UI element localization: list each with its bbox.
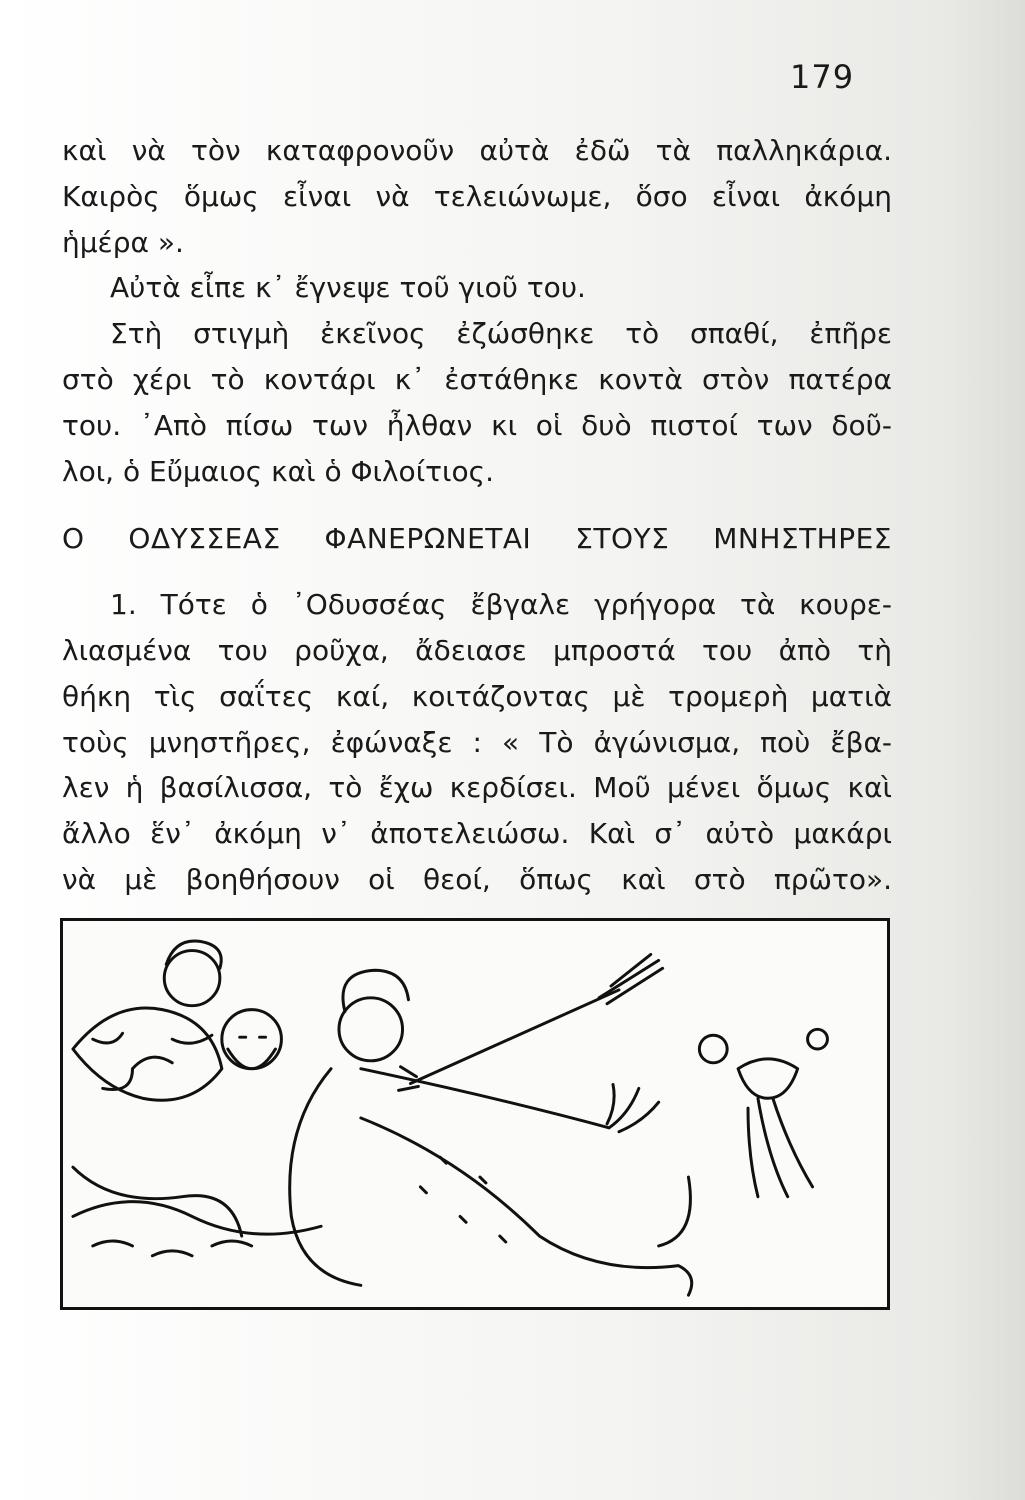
cup-drawing <box>699 1029 827 1196</box>
arrow-drawing <box>399 954 663 1090</box>
text-line: 1. Τότε ὁ ᾿Οδυσσέας ἔβγαλε γρήγορα τὰ κουρε- <box>110 588 892 622</box>
cushion-drawing <box>73 1202 321 1256</box>
text-line: καὶ νὰ τὸν καταφρονοῦν αὐτὰ ἐδῶ τὰ παλληκάρια. <box>62 134 892 167</box>
text-line: Καιρὸς ὅμως εἶναι νὰ τελειώνωμε, ὅσο εἶναι ἀκόμη <box>62 179 892 213</box>
text-line: λιασμένα του ροῦχα, ἄδειασε μπροστά του ἀπὸ τὴ <box>62 633 892 667</box>
text-line: ἄλλο ἕν᾿ ἀκόμη ν᾿ ἀποτελειώσω. Καὶ σ᾿ αὐτὸ μακάρι <box>62 817 892 851</box>
illustration <box>60 918 890 1310</box>
text-line: ἡμέρα ». <box>62 225 184 259</box>
figure-bearded <box>222 1010 282 1069</box>
text-line: του. ᾿Απὸ πίσω των ἦλθαν κι οἱ δυὸ πιστοί των δοῦ- <box>62 408 892 442</box>
text-line: νὰ μὲ βοηθήσουν οἱ θεοί, ὅπως καὶ στὸ πρῶτο». <box>62 862 892 896</box>
text-line: Αὐτὰ εἶπε κ᾿ ἔγνεψε τοῦ γιοῦ του. <box>110 271 586 305</box>
section-heading: Ο ΟΔΥΣΣΕΑΣ ΦΑΝΕΡΩΝΕΤΑΙ ΣΤΟΥΣ ΜΝΗΣΤΗΡΕΣ <box>62 522 892 556</box>
figure-falling <box>290 970 692 1295</box>
body-text <box>62 128 892 903</box>
text-line: λοι, ὁ Εὔμαιος καὶ ὁ Φιλοίτιος. <box>62 454 494 488</box>
page-number: 179 <box>790 58 855 96</box>
text-line: θήκη τὶς σαΐτες καί, κοιτάζοντας μὲ τρομερὴ ματιὰ <box>62 679 892 713</box>
text-line: λεν ἡ βασίλισσα, τὸ ἔχω κερδίσει. Μοῦ μένει ὅμως καὶ <box>62 771 892 805</box>
text-line: τοὺς μνηστῆρες, ἐφώναξε : « Τὸ ἀγώνισμα, ποὺ ἔβα- <box>62 725 892 759</box>
text-line: Στὴ στιγμὴ ἐκεῖνος ἐζώσθηκε τὸ σπαθί, ἐπῆρε <box>110 317 892 351</box>
figure-left <box>73 941 242 1236</box>
text-line: στὸ χέρι τὸ κοντάρι κ᾿ ἐστάθηκε κοντὰ στὸν πατέρα <box>62 362 892 396</box>
